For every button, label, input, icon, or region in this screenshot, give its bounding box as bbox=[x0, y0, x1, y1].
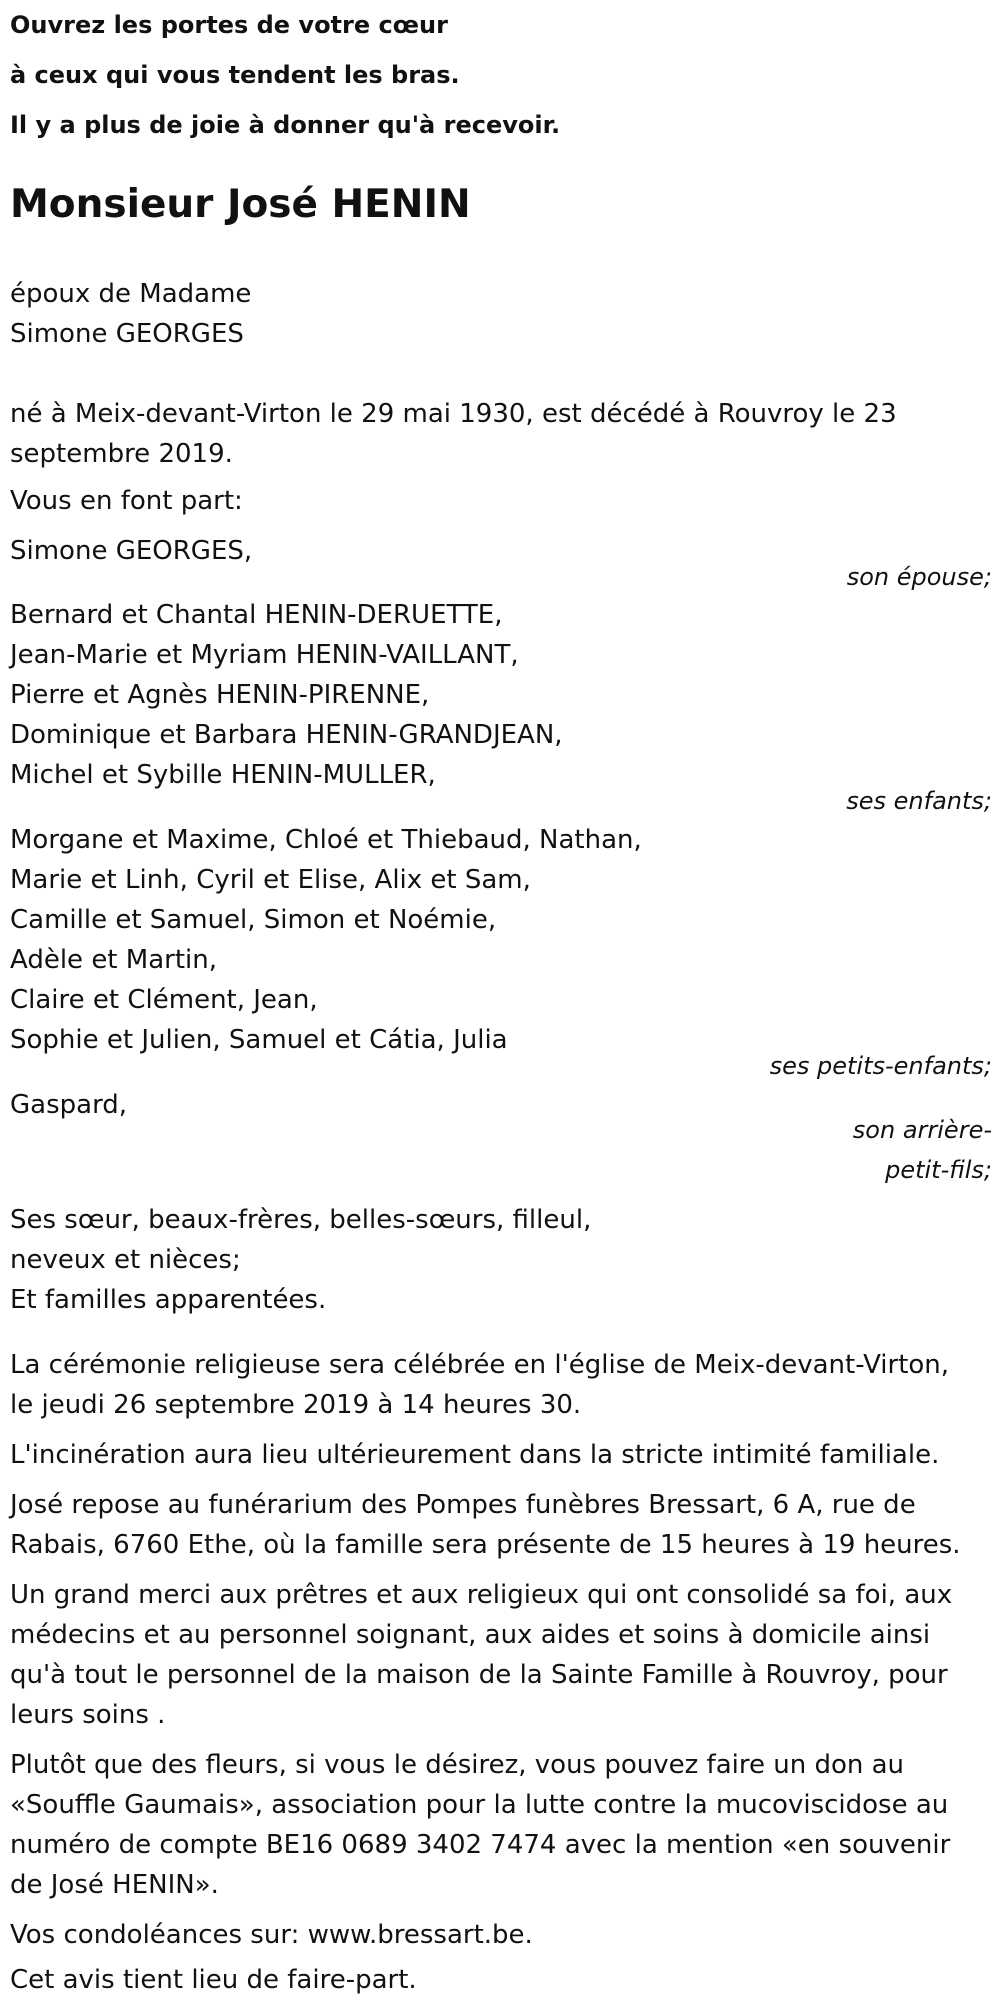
donation-line: Plutôt que des fleurs, si vous le désirez, vous pouvez faire un don au bbox=[10, 1750, 905, 1780]
child-line: Michel et Sybille HENIN-MULLER, bbox=[10, 760, 436, 790]
great-grandchild-role-1: son arrière- bbox=[852, 1116, 992, 1144]
announce-intro: Vous en font part: bbox=[10, 486, 243, 516]
closing-line: Cet avis tient lieu de faire-part. bbox=[10, 1965, 417, 1995]
family-line: Ses sœur, beaux-frères, belles-sœurs, filleul, bbox=[10, 1205, 592, 1235]
spouse-line-2: Simone GEORGES bbox=[10, 319, 244, 349]
grandchildren-role: ses petits-enfants; bbox=[769, 1052, 992, 1080]
family-line: Et familles apparentées. bbox=[10, 1285, 327, 1315]
grandchild-line: Adèle et Martin, bbox=[10, 945, 217, 975]
ceremony-line-2: le jeudi 26 septembre 2019 à 14 heures 30. bbox=[10, 1390, 582, 1420]
children-role: ses enfants; bbox=[846, 787, 992, 815]
birth-death-line-2: septembre 2019. bbox=[10, 439, 233, 469]
condolences-line: Vos condoléances sur: www.bressart.be. bbox=[10, 1920, 533, 1950]
great-grandchild-role-2: petit-fils; bbox=[885, 1156, 992, 1184]
spouse-line-1: époux de Madame bbox=[10, 279, 252, 309]
spouse-role: son épouse; bbox=[846, 563, 992, 591]
grandchild-line: Claire et Clément, Jean, bbox=[10, 985, 318, 1015]
thanks-line: médecins et au personnel soignant, aux aides et soins à domicile ainsi bbox=[10, 1620, 931, 1650]
ceremony-line-1: La cérémonie religieuse sera célébrée en l'église de Meix-devant-Virton, bbox=[10, 1350, 950, 1380]
grandchild-line: Sophie et Julien, Samuel et Cátia, Julia bbox=[10, 1025, 508, 1055]
repose-line-2: Rabais, 6760 Ethe, où la famille sera présente de 15 heures à 19 heures. bbox=[10, 1530, 961, 1560]
great-grandchild-line: Gaspard, bbox=[10, 1090, 128, 1120]
cremation-line: L'incinération aura lieu ultérieurement dans la stricte intimité familiale. bbox=[10, 1440, 940, 1470]
grandchild-line: Camille et Samuel, Simon et Noémie, bbox=[10, 905, 497, 935]
donation-line: numéro de compte BE16 0689 3402 7474 avec la mention «en souvenir bbox=[10, 1830, 951, 1860]
donation-line: «Souffle Gaumais», association pour la lutte contre la mucoviscidose au bbox=[10, 1790, 949, 1820]
thanks-line: qu'à tout le personnel de la maison de la Sainte Famille à Rouvroy, pour bbox=[10, 1660, 948, 1690]
grandchild-line: Morgane et Maxime, Chloé et Thiebaud, Nathan, bbox=[10, 825, 642, 855]
quote-line-3: Il y a plus de joie à donner qu'à recevoir. bbox=[10, 111, 561, 139]
birth-death-line-1: né à Meix-devant-Virton le 29 mai 1930, est décédé à Rouvroy le 23 bbox=[10, 399, 897, 429]
grandchild-line: Marie et Linh, Cyril et Elise, Alix et Sam, bbox=[10, 865, 531, 895]
spouse-group-line: Simone GEORGES, bbox=[10, 536, 253, 566]
deceased-name: Monsieur José HENIN bbox=[10, 182, 471, 227]
child-line: Pierre et Agnès HENIN-PIRENNE, bbox=[10, 680, 430, 710]
child-line: Bernard et Chantal HENIN-DERUETTE, bbox=[10, 600, 503, 630]
thanks-line: leurs soins . bbox=[10, 1700, 166, 1730]
child-line: Jean-Marie et Myriam HENIN-VAILLANT, bbox=[10, 640, 519, 670]
quote-line-2: à ceux qui vous tendent les bras. bbox=[10, 61, 460, 89]
thanks-line: Un grand merci aux prêtres et aux religieux qui ont consolidé sa foi, aux bbox=[10, 1580, 953, 1610]
donation-line: de José HENIN». bbox=[10, 1870, 219, 1900]
family-line: neveux et nièces; bbox=[10, 1245, 241, 1275]
quote-line-1: Ouvrez les portes de votre cœur bbox=[10, 11, 448, 39]
repose-line-1: José repose au funérarium des Pompes funèbres Bressart, 6 A, rue de bbox=[10, 1490, 916, 1520]
child-line: Dominique et Barbara HENIN-GRANDJEAN, bbox=[10, 720, 563, 750]
